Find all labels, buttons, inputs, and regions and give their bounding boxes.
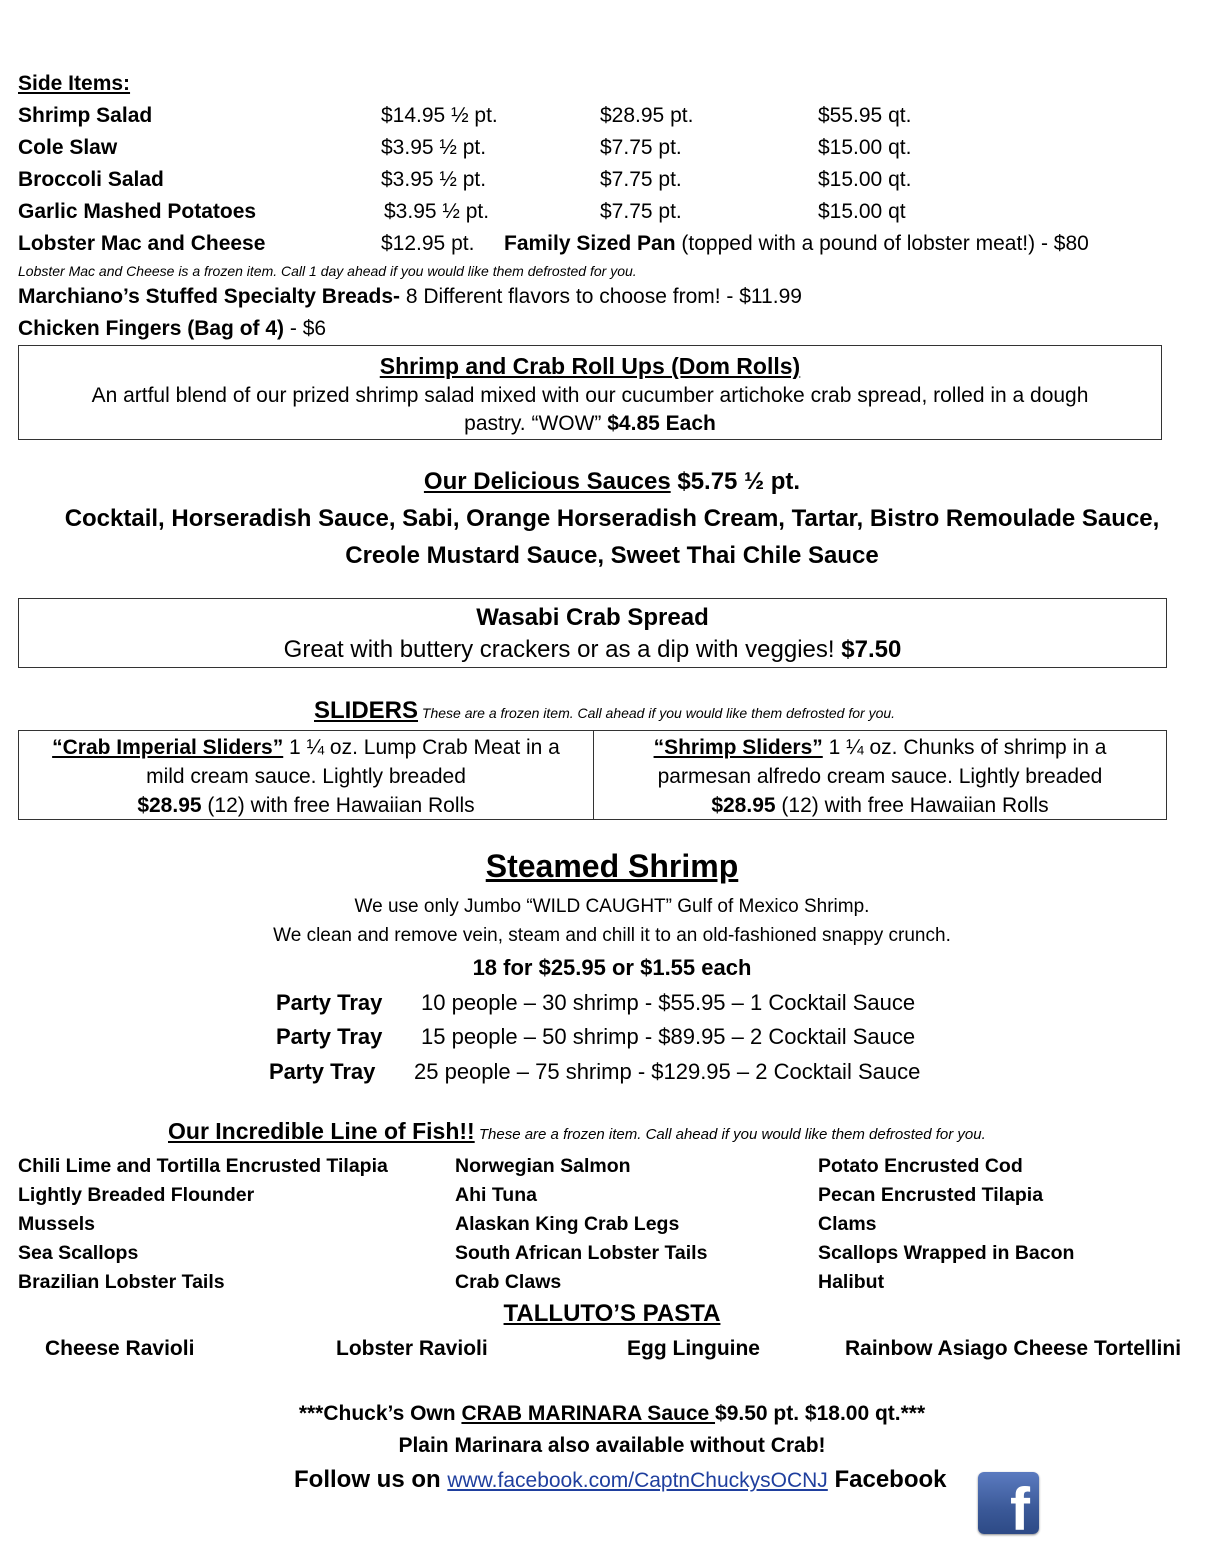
fish-item: Alaskan King Crab Legs — [455, 1213, 680, 1235]
lobster-mac-family — [504, 232, 1089, 256]
fish-item: Mussels — [18, 1213, 95, 1235]
shrimp-sliders-desc-2: parmesan alfredo cream sauce. Lightly breaded — [657, 765, 1103, 788]
fish-item: South African Lobster Tails — [455, 1242, 708, 1264]
plain-marinara-line: Plain Marinara also available without Crab! — [398, 1434, 826, 1457]
crab-sliders-desc-2: mild cream sauce. Lightly breaded — [146, 765, 466, 788]
side-item-name: Cole Slaw — [18, 136, 118, 159]
fish-item: Halibut — [818, 1271, 885, 1293]
fish-heading — [168, 1118, 986, 1145]
side-item-price-half-pint: $3.95 ½ pt. — [381, 168, 487, 191]
breads-desc: 8 Different flavors to choose from! - $11.99 — [400, 285, 802, 308]
side-items-heading: Side Items: — [18, 72, 131, 95]
wasabi-title: Wasabi Crab Spread — [476, 604, 709, 631]
roll-ups-desc-2 — [19, 410, 1161, 438]
fish-note: These are a frozen item. Call ahead if you would like them defrosted for you. — [474, 1126, 986, 1143]
fish-item: Clams — [818, 1213, 877, 1235]
party-tray-desc: 10 people – 30 shrimp - $55.95 – 1 Cocktail Sauce — [421, 990, 916, 1015]
side-item-name: Broccoli Salad — [18, 168, 164, 191]
wasabi-desc-text: Great with buttery crackers or as a dip with veggies! — [283, 636, 842, 663]
side-item-price-half-pint: $3.95 ½ pt. — [384, 200, 490, 223]
follow-prefix: Follow us on — [294, 1466, 448, 1493]
side-item-price-pint: $7.75 pt. — [600, 200, 682, 223]
lobster-mac-note: Lobster Mac and Cheese is a frozen item. Call 1 day ahead if you would like them defrosted for you. — [18, 263, 637, 279]
wasabi-box — [18, 598, 1167, 668]
fish-column-3 — [818, 1152, 1074, 1297]
side-item-price-pint: $28.95 pt. — [600, 104, 694, 127]
side-item-price-quart: $55.95 qt. — [818, 104, 912, 127]
side-item-price-quart: $15.00 qt — [818, 200, 906, 223]
fish-item: Potato Encrusted Cod — [818, 1155, 1023, 1177]
fish-item: Brazilian Lobster Tails — [18, 1271, 225, 1293]
marinara-prices: $9.50 pt. $18.00 qt.*** — [715, 1402, 926, 1425]
sauces-heading — [0, 468, 1224, 496]
fish-item: Norwegian Salmon — [455, 1155, 631, 1177]
fish-item: Ahi Tuna — [455, 1184, 537, 1206]
crab-sliders-cell — [19, 733, 593, 820]
fish-item: Scallops Wrapped in Bacon — [818, 1242, 1075, 1264]
specialty-breads-line — [18, 285, 802, 309]
chicken-fingers-line — [18, 317, 326, 341]
steamed-desc-1: We use only Jumbo “WILD CAUGHT” Gulf of Mexico Shrimp. — [354, 896, 870, 917]
shrimp-sliders-cell — [594, 733, 1166, 820]
sliders-title: SLIDERS — [314, 697, 419, 724]
party-tray-label: Party Tray — [276, 990, 383, 1015]
lobster-mac-price: $12.95 pt. — [381, 232, 475, 255]
pasta-item: Egg Linguine — [627, 1337, 760, 1360]
shrimp-sliders-name: “Shrimp Sliders” — [653, 736, 823, 759]
crab-sliders-rest: (12) with free Hawaiian Rolls — [201, 794, 475, 817]
shrimp-sliders-line-1 — [594, 733, 1166, 762]
crab-sliders-line-1 — [19, 733, 593, 762]
pasta-title: TALLUTO’S PASTA — [503, 1300, 721, 1327]
chicken-desc: - $6 — [284, 317, 327, 340]
crab-sliders-name: “Crab Imperial Sliders” — [52, 736, 284, 759]
fish-column-2 — [455, 1152, 707, 1297]
breads-label: Marchiano’s Stuffed Specialty Breads- — [18, 285, 400, 308]
steamed-desc-2: We clean and remove vein, steam and chill it to an old-fashioned snappy crunch. — [273, 925, 951, 946]
roll-ups-desc-1: An artful blend of our prized shrimp salad mixed with our cucumber artichoke crab spread, rolled in a dough — [91, 384, 1089, 407]
roll-ups-title: Shrimp and Crab Roll Ups (Dom Rolls) — [379, 353, 801, 379]
fish-item: Crab Claws — [455, 1271, 562, 1293]
side-item-name: Garlic Mashed Potatoes — [18, 200, 257, 223]
shrimp-sliders-rest: (12) with free Hawaiian Rolls — [775, 794, 1049, 817]
pasta-item: Cheese Ravioli — [45, 1337, 195, 1360]
roll-ups-price: $4.85 Each — [607, 412, 716, 435]
sauces-list-2: Creole Mustard Sauce, Sweet Thai Chile Sauce — [345, 542, 879, 569]
steamed-shrimp-title: Steamed Shrimp — [485, 848, 739, 884]
side-item-price-half-pint: $14.95 ½ pt. — [381, 104, 498, 127]
shrimp-sliders-price: $28.95 — [711, 794, 776, 817]
fish-title: Our Incredible Line of Fish!! — [168, 1118, 475, 1144]
facebook-f-glyph: f — [1010, 1476, 1030, 1543]
fish-item: Chili Lime and Tortilla Encrusted Tilapia — [18, 1155, 388, 1177]
marinara-name: CRAB MARINARA Sauce — [461, 1402, 716, 1425]
fish-item: Lightly Breaded Flounder — [18, 1184, 255, 1206]
facebook-icon[interactable] — [978, 1472, 1039, 1543]
fish-item: Sea Scallops — [18, 1242, 139, 1264]
shrimp-sliders-line-3 — [594, 791, 1166, 820]
fish-column-1 — [18, 1152, 388, 1297]
facebook-link[interactable]: www.facebook.com/CaptnChuckysOCNJ — [447, 1469, 828, 1492]
wasabi-desc — [19, 633, 1166, 666]
side-item-price-pint: $7.75 pt. — [600, 136, 682, 159]
steamed-price-line: 18 for $25.95 or $1.55 each — [472, 955, 752, 980]
side-item-name: Shrimp Salad — [18, 104, 153, 127]
pasta-item: Rainbow Asiago Cheese Tortellini — [845, 1337, 1182, 1360]
pasta-item: Lobster Ravioli — [336, 1337, 488, 1360]
side-item-price-quart: $15.00 qt. — [818, 168, 912, 191]
side-item-price-quart: $15.00 qt. — [818, 136, 912, 159]
family-pan-label: Family Sized Pan — [504, 232, 676, 255]
sliders-note: These are a frozen item. Call ahead if you would like them defrosted for you. — [418, 705, 896, 721]
shrimp-sliders-desc-1: 1 ¼ oz. Chunks of shrimp in a — [822, 736, 1107, 759]
roll-ups-desc-text: pastry. “WOW” — [464, 412, 608, 435]
sauces-list-1: Cocktail, Horseradish Sauce, Sabi, Orange Horseradish Cream, Tartar, Bistro Remoulade Sauce, — [64, 505, 1160, 532]
crab-sliders-desc-1: 1 ¼ oz. Lump Crab Meat in a — [283, 736, 560, 759]
sauces-title: Our Delicious Sauces — [423, 468, 671, 495]
crab-sliders-line-3 — [19, 791, 593, 820]
party-tray-label: Party Tray — [276, 1024, 383, 1049]
chicken-label: Chicken Fingers (Bag of 4) — [18, 317, 285, 340]
fish-item: Pecan Encrusted Tilapia — [818, 1184, 1044, 1206]
sliders-table — [18, 730, 1167, 820]
sliders-heading — [314, 697, 895, 725]
family-pan-desc: (topped with a pound of lobster meat!) - $80 — [681, 232, 1089, 255]
side-item-price-pint: $7.75 pt. — [600, 168, 682, 191]
sauces-price: $5.75 ½ pt. — [670, 468, 801, 495]
crab-sliders-price: $28.95 — [137, 794, 202, 817]
follow-suffix: Facebook — [827, 1466, 947, 1493]
follow-line — [294, 1466, 947, 1494]
side-item-price-half-pint: $3.95 ½ pt. — [381, 136, 487, 159]
lobster-mac-name: Lobster Mac and Cheese — [18, 232, 266, 255]
party-tray-desc: 15 people – 50 shrimp - $89.95 – 2 Cocktail Sauce — [421, 1024, 916, 1049]
crab-marinara-line — [0, 1402, 1224, 1426]
party-tray-label: Party Tray — [269, 1059, 376, 1084]
wasabi-price: $7.50 — [841, 636, 902, 663]
roll-ups-box — [18, 345, 1162, 440]
marinara-prefix: ***Chuck’s Own — [298, 1402, 462, 1425]
party-tray-desc: 25 people – 75 shrimp - $129.95 – 2 Cocktail Sauce — [414, 1059, 921, 1084]
